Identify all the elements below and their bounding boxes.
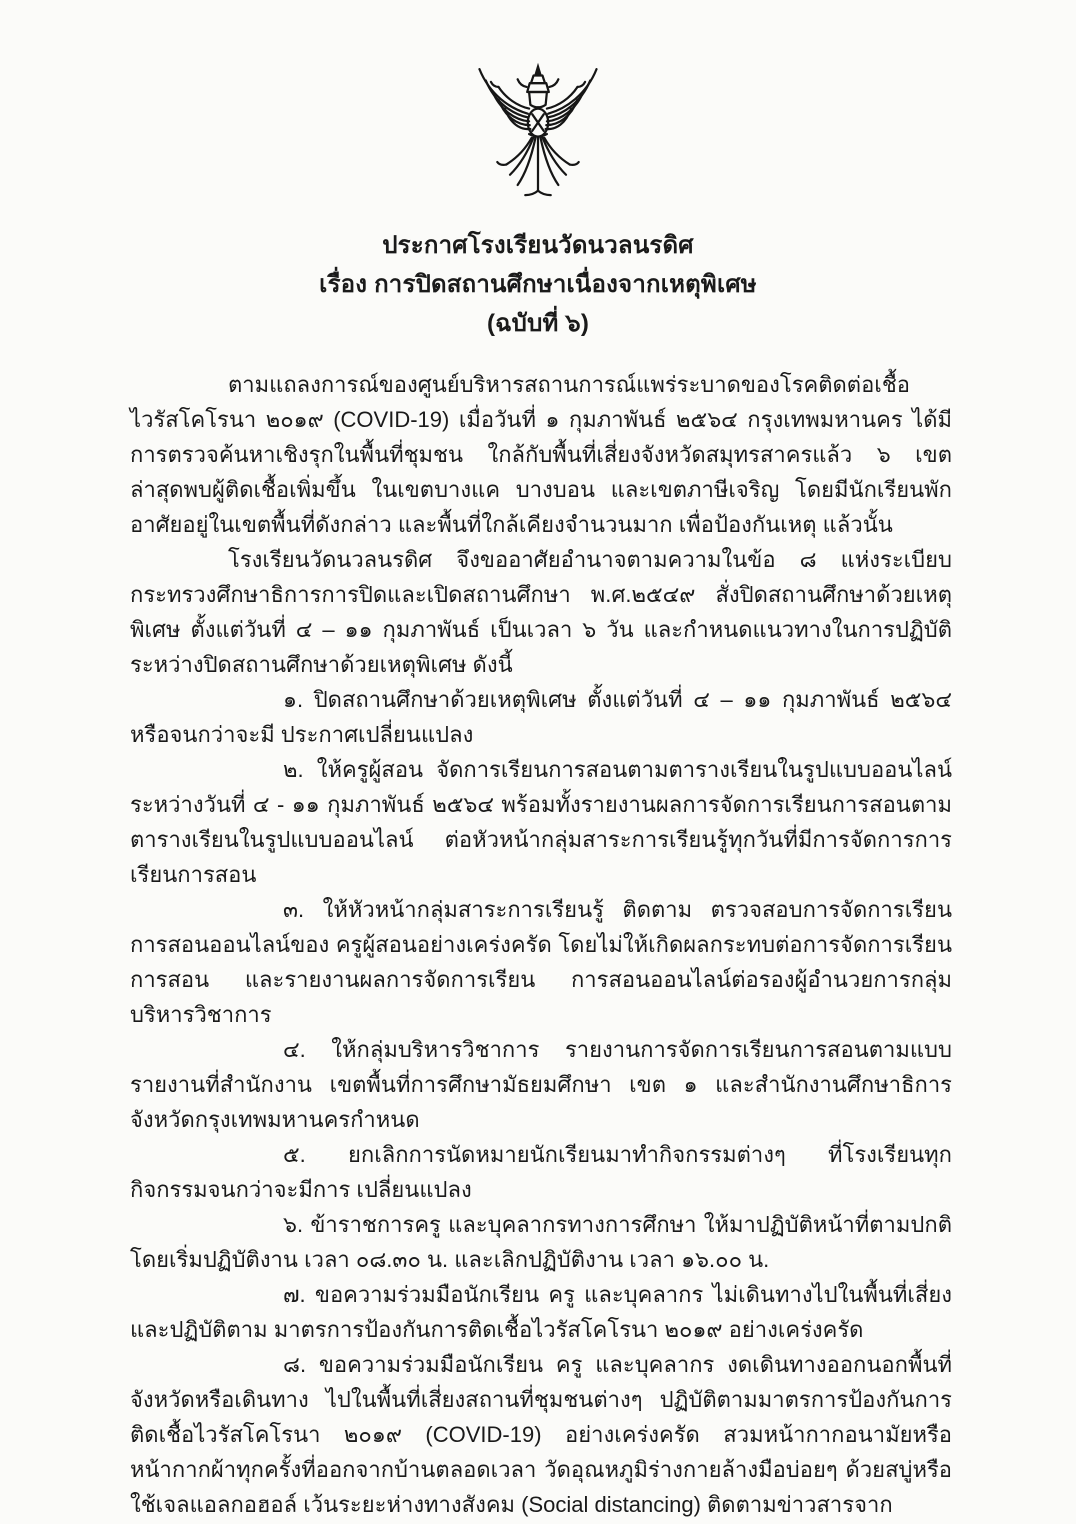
document-body: [130, 367, 952, 1522]
subject-line: เรื่อง การปิดสถานศึกษาเนื่องจากเหตุพิเศษ: [319, 271, 757, 298]
preamble-paragraph: ตามแถลงการณ์ของศูนย์บริหารสถานการณ์แพร่ระบาดของโรคติดต่อเชื้อไวรัสโคโรนา ๒๐๑๙ (COVID-19) เมื่อวันที่ ๑ กุมภาพันธ์ ๒๕๖๔ กรุงเทพมหานคร ได้มีการตรวจค้นหาเชิงรุกในพื้นที่ชุมชน ใกล้กับพื้นที่เสี่ยงจังหวัดสมุทรสาครแล้ว ๖ เขต ล่าสุดพบผู้ติดเชื้อเพิ่มขึ้น ในเขตบางแค บางบอน และเขตภาษีเจริญ โดยมีนักเรียนพักอาศัยอยู่ในเขตพื้นที่ดังกล่าว และพื้นที่ใกล้เคียงจำนวนมาก เพื่อป้องกันเหตุ แล้วนั้น: [130, 372, 952, 537]
directive-item-3: ๓. ให้หัวหน้ากลุ่มสาระการเรียนรู้ ติดตาม ตรวจสอบการจัดการเรียนการสอนออนไลน์ของ ครูผู้สอนอย่างเคร่งครัด โดยไม่ให้เกิดผลกระทบต่อการจัดการเรียนการสอน และรายงานผลการจัดการเรียน การสอนออนไลน์ต่อรองผู้อำนวยการกลุ่มบริหารวิชาการ: [130, 897, 952, 1027]
document-header: [0, 226, 1076, 343]
directive-item-4: ๔. ให้กลุ่มบริหารวิชาการ รายงานการจัดการเรียนการสอนตามแบบรายงานที่สำนักงาน เขตพื้นที่การศึกษามัธยมศึกษา เขต ๑ และสำนักงานศึกษาธิการจังหวัดกรุงเทพมหานครกำหนด: [130, 1037, 952, 1132]
directive-item-6: ๖. ข้าราชการครู และบุคลากรทางการศึกษา ให้มาปฏิบัติหน้าที่ตามปกติ โดยเริ่มปฏิบัติงาน เวลา ๐๘.๓๐ น. และเลิกปฏิบัติงาน เวลา ๑๖.๐๐ น.: [130, 1212, 952, 1272]
directive-item-1: ๑. ปิดสถานศึกษาด้วยเหตุพิเศษ ตั้งแต่วันที่ ๔ – ๑๑ กุมภาพันธ์ ๒๕๖๔ หรือจนกว่าจะมี ประกาศเปลี่ยนแปลง: [130, 687, 952, 747]
garuda-emblem-icon: [468, 58, 608, 212]
edition-line: (ฉบับที่ ๖): [486, 310, 590, 337]
announcement-title: ประกาศโรงเรียนวัดนวลนรดิศ: [382, 232, 694, 259]
directive-item-8: ๘. ขอความร่วมมือนักเรียน ครู และบุคลากร งดเดินทางออกนอกพื้นที่จังหวัดหรือเดินทาง ไปในพื้นที่เสี่ยงสถานที่ชุมชนต่างๆ ปฏิบัติตามมาตรการป้องกันการติดเชื้อไวรัสโคโรนา ๒๐๑๙ (COVID-19) อย่างเคร่งครัด สวมหน้ากากอนามัยหรือหน้ากากผ้าทุกครั้งที่ออกจากบ้านตลอดเวลา วัดอุณหภูมิร่างกายล้างมือบ่อยๆ ด้วยสบู่หรือใช้เจลแอลกอฮอล์ เว้นระยะห่างทางสังคม (Social distancing) ติดตามข่าวสารจาก: [130, 1352, 952, 1517]
directive-item-2: ๒. ให้ครูผู้สอน จัดการเรียนการสอนตามตารางเรียนในรูปแบบออนไลน์ ระหว่างวันที่ ๔ - ๑๑ กุมภาพันธ์ ๒๕๖๔ พร้อมทั้งรายงานผลการจัดการเรียนการสอนตามตารางเรียนในรูปแบบออนไลน์ ต่อหัวหน้ากลุ่มสาระการเรียนรู้ทุกวันที่มีการจัดการการเรียนการสอน: [130, 757, 952, 887]
directive-item-5: ๕. ยกเลิกการนัดหมายนักเรียนมาทำกิจกรรมต่างๆ ที่โรงเรียนทุกกิจกรรมจนกว่าจะมีการ เปลี่ยนแปลง: [130, 1142, 952, 1202]
authority-paragraph: โรงเรียนวัดนวลนรดิศ จึงขออาศัยอำนาจตามความในข้อ ๘ แห่งระเบียบ กระทรวงศึกษาธิการการปิดและเปิดสถานศึกษา พ.ศ.๒๕๔๙ สั่งปิดสถานศึกษาด้วยเหตุพิเศษ ตั้งแต่วันที่ ๔ – ๑๑ กุมภาพันธ์ เป็นเวลา ๖ วัน และกำหนดแนวทางในการปฏิบัติระหว่างปิดสถานศึกษาด้วยเหตุพิเศษ ดังนี้: [130, 547, 952, 677]
directive-item-7: ๗. ขอความร่วมมือนักเรียน ครู และบุคลากร ไม่เดินทางไปในพื้นที่เสี่ยง และปฏิบัติตาม มาตรการป้องกันการติดเชื้อไวรัสโคโรนา ๒๐๑๙ อย่างเคร่งครัด: [130, 1282, 952, 1342]
